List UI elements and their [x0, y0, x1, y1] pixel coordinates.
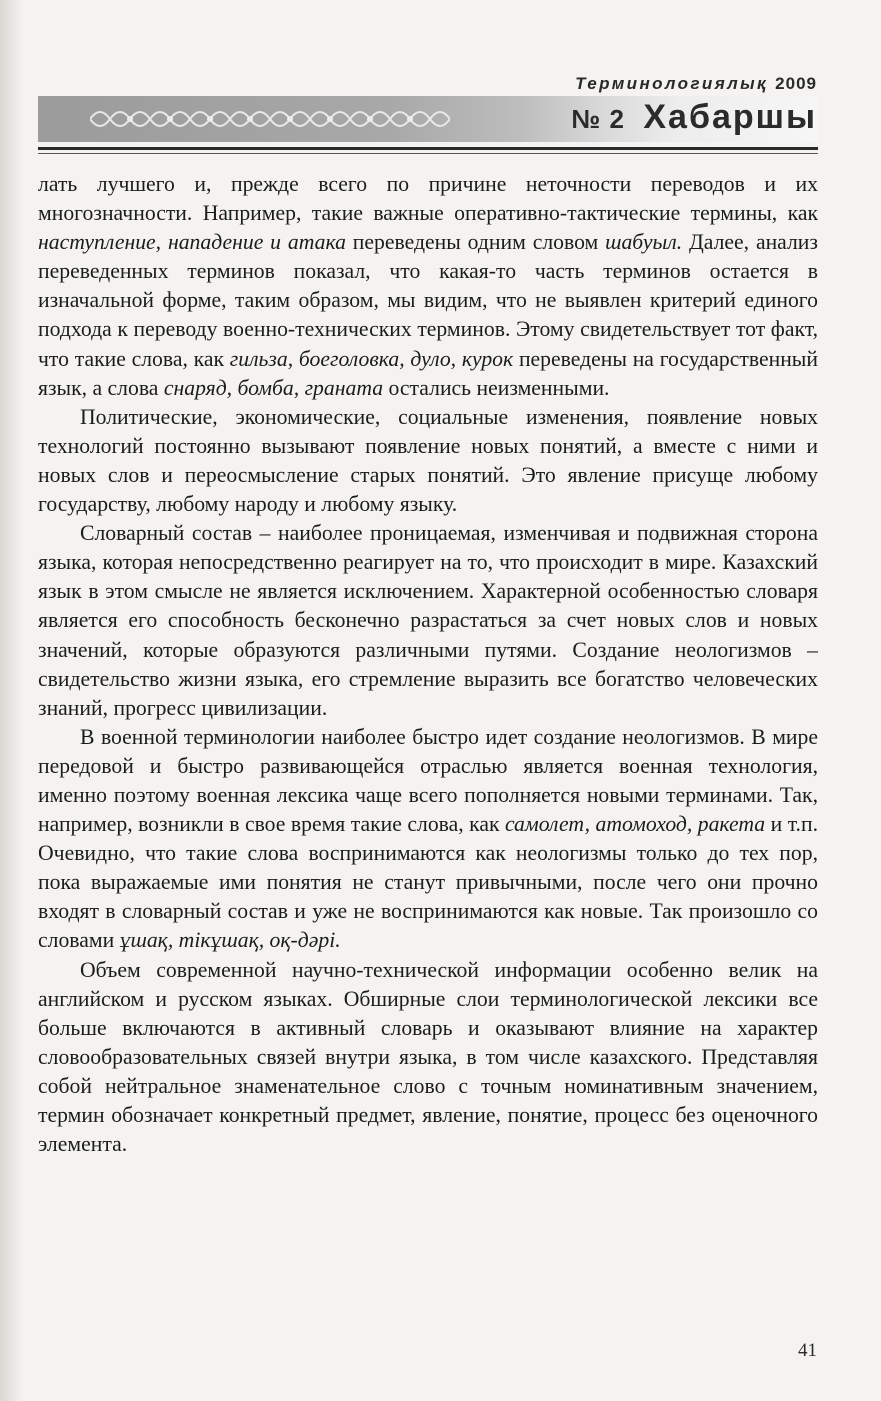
- paragraph-text: Объем современной научно-технической информации особенно велик на английском и русском языках. Обширные слои терминологической лексики все больше включаются в активный словарь и оказывают влияние на характер словообразовательных связей внутри языка, в том числе казахского. Представляя собой нейтральное знаменательное слово с точным номинативным значением, термин обозначает конкретный предмет, явление, понятие, процесс без оценочного элемента.: [38, 957, 818, 1157]
- paragraph: [38, 519, 818, 723]
- issue-number: № 2: [571, 104, 625, 134]
- header-rule-thick: [38, 147, 818, 150]
- paragraph: [38, 956, 818, 1160]
- paragraph-text: Политические, экономические, социальные изменения, появление новых технологий постоянно вызывают появление новых понятий, а вместе с ними и новых слов и переосмысление старых понятий. Это явление присуще любому государству, любому народу и любому языку.: [38, 404, 818, 517]
- journal-title: [575, 74, 817, 94]
- journal-year: 2009: [775, 74, 817, 93]
- paragraph-text: переведены одним словом: [345, 230, 606, 255]
- paragraph-text: Далее, анализ переведенных терминов показал, что какая-то часть терминов остается в изначальной форме, таким образом, мы видим, что не выявлен критерий единого подхода к переводу военно-технических терминов. Этому свидетельствует тот факт, что такие слова, как: [38, 230, 818, 371]
- page-number: 41: [798, 1340, 817, 1361]
- article-body: [38, 170, 818, 1159]
- italic-term: гильза, боеголовка, дуло, курок: [229, 346, 514, 371]
- paragraph-text: остались неизменными.: [383, 375, 610, 400]
- paragraph-text: В военной терминологии наиболее быстро идет создание неологизмов. В мире передовой и быстро развивающейся отраслью является военная технология, именно поэтому военная лексика чаще всего пополняется новыми терминами. Так, например, возникли в свое время такие слова, как: [38, 724, 818, 837]
- journal-title-text: Терминологиялық: [575, 74, 769, 93]
- paragraph-text: лать лучшего и, прежде всего по причине неточности переводов и их многозначности. Например, такие важные оперативно-тактические термины, как: [38, 172, 818, 226]
- header-rule-thin: [38, 153, 818, 154]
- paragraph-text: Словарный состав – наиболее проницаемая, изменчивая и подвижная сторона языка, которая непосредственно реагирует на то, что происходит в мире. Казахский язык в этом смысле не является исключением. Характерной особенностью словаря является его способность бесконечно разрастаться за счет новых слов и новых значений, которые образуются различными путями. Создание неологизмов – свидетельство жизни языка, его стремление выразить все богатство человеческих знаний, прогресс цивилизации.: [38, 521, 818, 720]
- italic-term: ұшақ, тікұшақ, оқ-дәрі.: [119, 928, 341, 953]
- issue-word: Хабаршы: [643, 98, 817, 136]
- paragraph: [38, 403, 818, 519]
- paragraph: [38, 170, 818, 403]
- page-binding-edge: [0, 0, 22, 1401]
- italic-term: снаряд, бомба, граната: [163, 375, 384, 400]
- paragraph-text: и т.п. Очевидно, что такие слова воспринимаются как неологизмы только до тех пор, пока выражаемые ими понятия не станут привычными, после чего они прочно входят в словарный состав и уже не воспринимаются как новые. Так произошло со словами: [38, 812, 819, 953]
- italic-term: шабуыл.: [605, 230, 683, 255]
- paragraph-text: переведены на государственный язык, а слова: [38, 346, 818, 400]
- kazakh-ornament-icon: [90, 103, 450, 135]
- italic-term: самолет, атомоход, ракета: [504, 812, 766, 837]
- italic-term: наступление, нападение и атака: [38, 230, 346, 255]
- issue-heading: [571, 98, 817, 137]
- paragraph: [38, 723, 818, 956]
